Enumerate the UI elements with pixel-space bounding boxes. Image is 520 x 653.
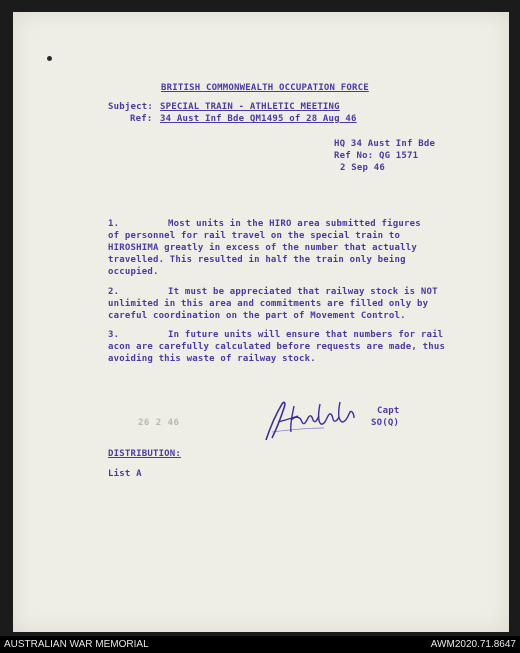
paragraph-line: acon are carefully calculated before requests are made, thus: [108, 342, 446, 352]
faint-stamp: 26 2 46: [138, 418, 180, 428]
paragraph-line: occupied.: [108, 267, 159, 277]
paragraph-line: Most units in the HIRO area submitted figures: [168, 219, 421, 229]
paragraph-line: of personnel for rail travel on the special train to: [108, 231, 401, 241]
footer-bar: [0, 636, 520, 653]
document-page: [13, 12, 509, 632]
paragraph-line: avoiding this waste of railway stock.: [108, 354, 316, 364]
document-date: 2 Sep 46: [340, 163, 385, 173]
paragraph-number: 3.: [108, 330, 120, 340]
signature-image: [258, 392, 373, 447]
paragraph-number: 2.: [108, 287, 120, 297]
footer-institution: AUSTRALIAN WAR MEMORIAL: [4, 639, 149, 650]
paragraph-line: HIROSHIMA greatly in excess of the number that actually: [108, 243, 418, 253]
reference-text: 34 Aust Inf Bde QM1495 of 28 Aug 46: [160, 114, 357, 124]
document-title: BRITISH COMMONWEALTH OCCUPATION FORCE: [161, 83, 369, 93]
distribution-list: List A: [108, 469, 142, 479]
paragraph-line: travelled. This resulted in half the train only being: [108, 255, 406, 265]
subject-text: SPECIAL TRAIN - ATHLETIC MEETING: [160, 102, 340, 112]
signature-role: SO(Q): [371, 418, 400, 428]
distribution-label: DISTRIBUTION:: [108, 449, 182, 459]
hq-line: HQ 34 Aust Inf Bde: [334, 139, 436, 149]
paragraph-line: careful coordination on the part of Movement Control.: [108, 311, 406, 321]
footer-accession-number: AWM2020.71.8647: [430, 639, 516, 650]
reference-number: Ref No: QG 1571: [334, 151, 419, 161]
paragraph-number: 1.: [108, 219, 120, 229]
subject-label: Subject:: [108, 102, 153, 112]
paragraph-line: It must be appreciated that railway stock is NOT: [168, 287, 438, 297]
paragraph-line: unlimited in this area and commitments are filled only by: [108, 299, 429, 309]
reference-label: Ref:: [130, 114, 153, 124]
signature-rank: Capt: [377, 406, 400, 416]
punch-hole: [47, 56, 52, 61]
paragraph-line: In future units will ensure that numbers for rail: [168, 330, 444, 340]
